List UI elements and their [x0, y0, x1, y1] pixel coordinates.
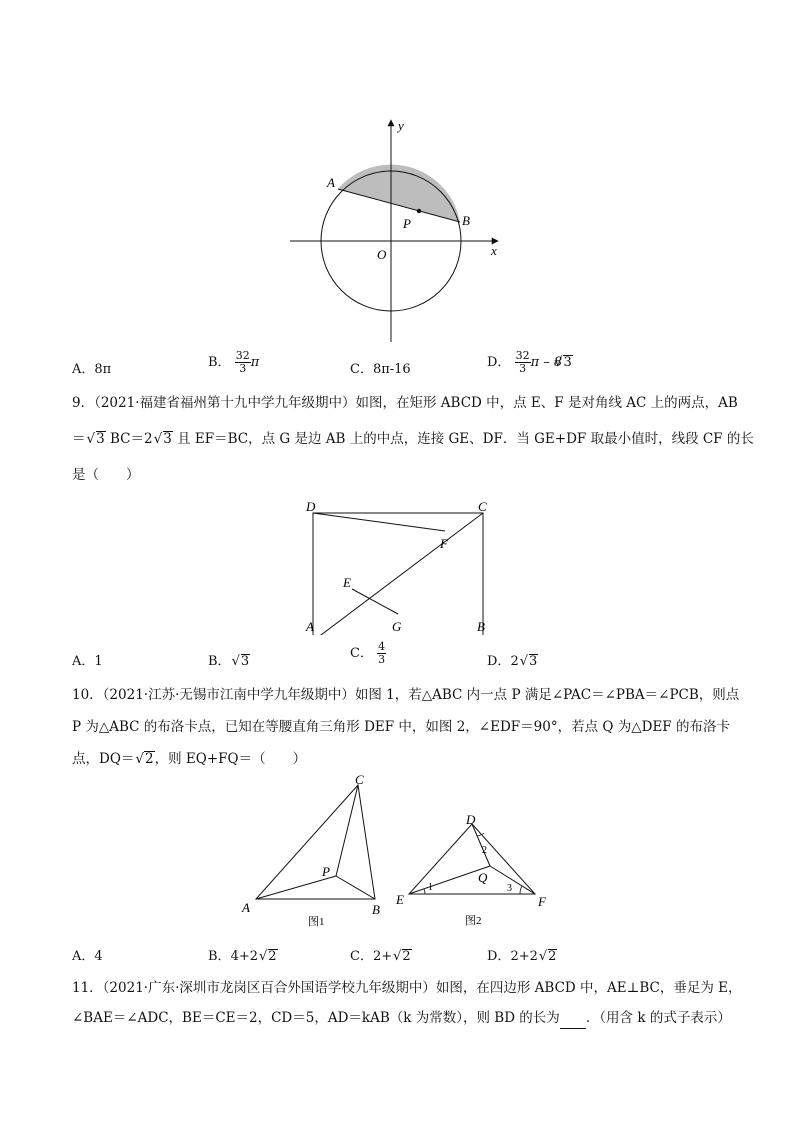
- choice-coef: 2: [510, 654, 519, 669]
- fraction: $\frac{4}{3}$: [378, 640, 386, 666]
- q9-choice-c[interactable]: [350, 641, 386, 666]
- triangle-def-figure: [392, 808, 562, 932]
- q11-line2: ∠BAE＝∠ADC，BE＝CE＝2，CD＝5，AD＝kAB（k 为常数），则 BD 的长为 ．（用含 k 的式子表示）: [72, 1007, 731, 1029]
- q8-choice-c[interactable]: [350, 358, 411, 377]
- label-b: B: [372, 902, 380, 917]
- sqrt: √ 2: [268, 949, 278, 964]
- angle-label-1: 1: [428, 882, 433, 893]
- choice-letter: C．: [350, 646, 373, 661]
- q9-line3: 是（ ）: [72, 467, 140, 483]
- sqrt: √ 3: [241, 654, 251, 669]
- segment-pa: [256, 876, 336, 899]
- choice-value: 8π-16: [372, 362, 411, 377]
- label-a: A: [242, 900, 250, 915]
- segment-ge: [352, 589, 398, 614]
- label-b: B: [462, 213, 470, 228]
- q10-choice-b[interactable]: [208, 945, 278, 964]
- label-d: D: [306, 499, 316, 514]
- choice-letter: A．: [72, 949, 95, 964]
- q9-choice-b[interactable]: [208, 650, 250, 669]
- label-p: P: [322, 864, 330, 879]
- label-b: B: [477, 619, 485, 634]
- angle-mark-3: [520, 886, 522, 894]
- label-a: A: [306, 619, 314, 634]
- label-x: x: [491, 243, 497, 258]
- choice-value: 4: [94, 949, 103, 964]
- choice-coef: 2+2: [510, 949, 538, 964]
- q9-choice-a[interactable]: [72, 650, 103, 669]
- choice-letter: B．: [208, 654, 231, 669]
- segment-qd: [472, 824, 490, 866]
- label-d: D: [466, 812, 476, 827]
- angle-label-3: 3: [507, 883, 512, 894]
- figure-caption: 图2: [465, 915, 482, 927]
- q9-line2: ＝√ 3 BC＝2√ 3 且 EF＝BC，点 G 是边 AB 上的中点，连接 GE、DF．当 GE+DF 取最小值时，线段 CF 的长: [72, 428, 754, 450]
- rectangle-figure: [300, 495, 500, 635]
- pi-symbol: π: [250, 355, 260, 370]
- label-q: Q: [478, 870, 488, 885]
- label-g: G: [392, 619, 402, 634]
- label-o: O: [377, 247, 387, 262]
- label-y: y: [398, 118, 404, 133]
- choice-expr: π – 8: [530, 355, 563, 370]
- q10-line1: 10．（2021·江苏·无锡市江南中学九年级期中）如图 1，若△ABC 内一点 P 满足∠PAC＝∠PBA＝∠PCB，则点: [72, 687, 740, 703]
- sqrt: √ 3: [563, 355, 573, 370]
- angle-label-2: 2: [482, 845, 487, 856]
- choice-coef: 2+: [372, 949, 393, 964]
- angle-mark-1: [424, 889, 425, 894]
- answer-blank[interactable]: [560, 1014, 586, 1029]
- q8-choice-d[interactable]: [487, 350, 573, 375]
- segment-pc: [336, 785, 358, 876]
- segment-pb: [336, 876, 375, 899]
- q9-line1: 9．（2021·福建省福州第十九中学九年级期中）如图，在矩形 ABCD 中，点 E、F 是对角线 AC 上的两点，AB: [72, 395, 738, 411]
- q10-choice-d[interactable]: [487, 945, 557, 964]
- q10-choice-a[interactable]: [72, 945, 103, 964]
- choice-coef: 4+2: [230, 949, 258, 964]
- segment-qf: [490, 866, 535, 894]
- circle-figure: [280, 110, 510, 345]
- choice-letter: A．: [72, 362, 95, 377]
- figure-caption: 图1: [308, 916, 325, 928]
- choice-letter: B．: [208, 949, 231, 964]
- label-c: C: [478, 499, 487, 514]
- choice-value: 8π: [94, 362, 112, 377]
- sqrt: √ 2: [402, 949, 412, 964]
- label-c: C: [355, 772, 364, 787]
- q8-choice-a[interactable]: [72, 358, 111, 377]
- label-e: E: [396, 892, 404, 907]
- sqrt: √ 3: [529, 654, 539, 669]
- segment-df: [313, 513, 445, 531]
- choice-letter: D．: [487, 654, 511, 669]
- rectangle-abcd: [313, 513, 483, 635]
- q9-choice-d[interactable]: [487, 650, 538, 669]
- q10-line2: P 为△ABC 的布洛卡点，已知在等腰直角三角形 DEF 中，如图 2，∠EDF＝90°，若点 Q 为△DEF 的布洛卡: [72, 719, 730, 735]
- label-a: A: [327, 175, 335, 190]
- label-p: P: [403, 216, 411, 231]
- fraction: $\frac{32}{3}$: [235, 349, 250, 375]
- choice-letter: D．: [487, 355, 511, 370]
- diagonal-ac: [313, 513, 483, 635]
- label-f: F: [440, 536, 448, 551]
- sqrt: √ 2: [548, 949, 558, 964]
- q10-choice-c[interactable]: [350, 945, 412, 964]
- choice-letter: C．: [350, 949, 373, 964]
- point-p: [417, 209, 421, 213]
- choice-value: 1: [94, 654, 103, 669]
- choice-letter: A．: [72, 654, 95, 669]
- label-f: F: [538, 894, 546, 909]
- triangle-abc-figure: [238, 772, 398, 932]
- label-e: E: [343, 575, 351, 590]
- q11-line1: 11．（2021·广东·深圳市龙岗区百合外国语学校九年级期中）如图，在四边形 ABCD 中，AE⊥BC，垂足为 E，: [72, 980, 742, 996]
- q8-choice-b[interactable]: [208, 350, 259, 375]
- choice-letter: C．: [350, 362, 373, 377]
- fraction: $\frac{32}{3}$: [515, 349, 530, 375]
- choice-letter: B．: [208, 355, 231, 370]
- q10-line3: 点，DQ＝√ 2，则 EQ+FQ＝（ ）: [72, 748, 306, 770]
- choice-letter: D．: [487, 949, 511, 964]
